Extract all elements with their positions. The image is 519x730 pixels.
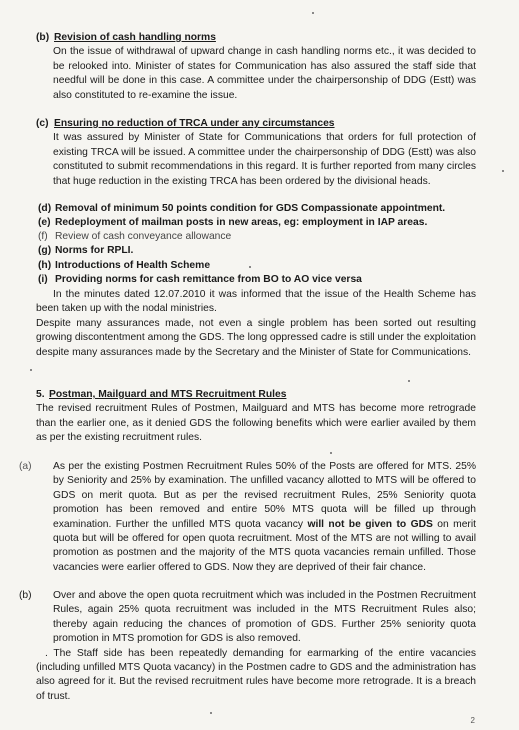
section-5-a-text-2: on merit quota but will be offered for open quota recruitment. Most of the MTS are not willing to avail promotion as postmen and the majority of the MTS quota vacancies remain unfilled. Those vacancies were earlier offered to GDS. Now they are deprived of their fair chance.: [53, 518, 476, 573]
scan-speck: [330, 452, 332, 454]
item-i-text: Providing norms for cash remittance from BO to AO vice versa: [55, 274, 362, 285]
scan-speck: [30, 369, 32, 371]
section-b-body: On the issue of withdrawal of upward change in cash handling norms etc., it was decided to be relooked into. Minister of states for Communication has also assured the staff side that needful will be done in this case. A committee under the chairpersonship of DDG (Estt) was also constituted to re-examine the issue.: [53, 46, 476, 101]
item-h-label: (h): [38, 260, 52, 271]
section-5-number: 5.: [36, 389, 45, 400]
section-5-closing: . The Staff side has been repeatedly demanding for earmarking of the entire vacancies (including unfilled MTS Quota vacancy) in the Postmen cadre to GDS and the administration has also agreed for it. But the revised recruitment rules have become more retrograde. It is a breach of trust.: [36, 647, 476, 702]
section-5-b: [19, 589, 476, 704]
item-d: [38, 202, 445, 216]
item-f: [38, 230, 231, 244]
scan-speck: [249, 266, 251, 268]
section-b: [36, 31, 476, 103]
section-5: [36, 388, 476, 446]
section-5-b-text: Over and above the open quota recruitment which was included in the Postmen Recruitment Rules, again 25% quota recruitment was included in the MTS Recruitment Rules also; thereby again reducing the chances of promotion of GDS. Further 25% seniority quota promotion in MTS promotion for GDS is also removed.: [53, 590, 476, 645]
section-b-label: (b): [36, 32, 50, 43]
item-g: [38, 244, 133, 258]
section-5-intro: The revised recruitment Rules of Postmen, Mailguard and MTS has become more retrograde than the earlier one, as it denied GDS the following benefits which were earlier availed by them as per the existing recruitment rules.: [36, 403, 476, 444]
section-5-a-label: (a): [19, 461, 32, 472]
item-i: [38, 273, 362, 287]
section-c: [36, 117, 476, 189]
section-5-heading: Postman, Mailguard and MTS Recruitment Rules: [49, 389, 287, 400]
scan-speck: [312, 12, 314, 14]
item-g-label: (g): [38, 245, 52, 256]
item-d-label: (d): [38, 203, 52, 214]
item-f-label: (f): [38, 231, 48, 242]
item-e: [38, 216, 427, 230]
item-i-label: (i): [38, 274, 48, 285]
item-f-text: Review of cash conveyance allowance: [55, 231, 232, 242]
section-5-a-text: As per the existing Postmen Recruitment Rules 50% of the Posts are offered for MTS. 25% by Seniority and 25% by examination. The unfilled vacancy allotted to MTS will be offered to GDS on merit quota. But as per the revised recruitment Rules, 25% Seniority quota promotion has been removed and entire 50% MTS quota will be filled up through examination. Further the unfilled MTS quota vacancy: [53, 461, 476, 530]
item-g-text: Norms for RPLI.: [55, 245, 134, 256]
item-e-text: Redeployment of mailman posts in new areas, eg: employment in IAP areas.: [55, 217, 428, 228]
section-c-label: (c): [36, 118, 49, 129]
health-para-text: In the minutes dated 12.07.2010 it was informed that the issue of the Health Scheme has been taken up with the nodal ministries.: [36, 289, 476, 315]
section-c-body: It was assured by Minister of State for Communications that orders for full protection of existing TRCA will be issued. A committee under the chairpersonship of DDG (Estt) was also constituted to submit recommendations in this regard. It is further reported from many circles that huge reduction in the existing TRCA has been ordered by the divisional heads.: [53, 132, 476, 187]
section-5-b-label: (b): [19, 590, 32, 601]
scan-speck: [408, 380, 410, 382]
assurance-para-text: Despite many assurances made, not even a single problem has been sorted out resulting growing discontentment among the GDS. The long oppressed cadre is still under the exploitation despite many assurances made by the Secretary and the Minister of State for Communications.: [36, 317, 476, 358]
item-d-text: Removal of minimum 50 points condition for GDS Compassionate appointment.: [55, 203, 446, 214]
health-scheme-paragraph: [36, 288, 476, 360]
item-e-label: (e): [38, 217, 51, 228]
scan-speck: [210, 712, 212, 714]
item-h-text: Introductions of Health Scheme: [55, 260, 211, 271]
section-b-heading: Revision of cash handling norms: [54, 32, 216, 43]
scan-speck: [502, 170, 504, 172]
page-number: 2: [470, 715, 475, 725]
section-5-a: [19, 460, 476, 575]
section-5-a-bold: will not be given to GDS: [307, 518, 433, 530]
item-h: [38, 259, 210, 273]
section-c-heading: Ensuring no reduction of TRCA under any circumstances: [54, 118, 335, 129]
